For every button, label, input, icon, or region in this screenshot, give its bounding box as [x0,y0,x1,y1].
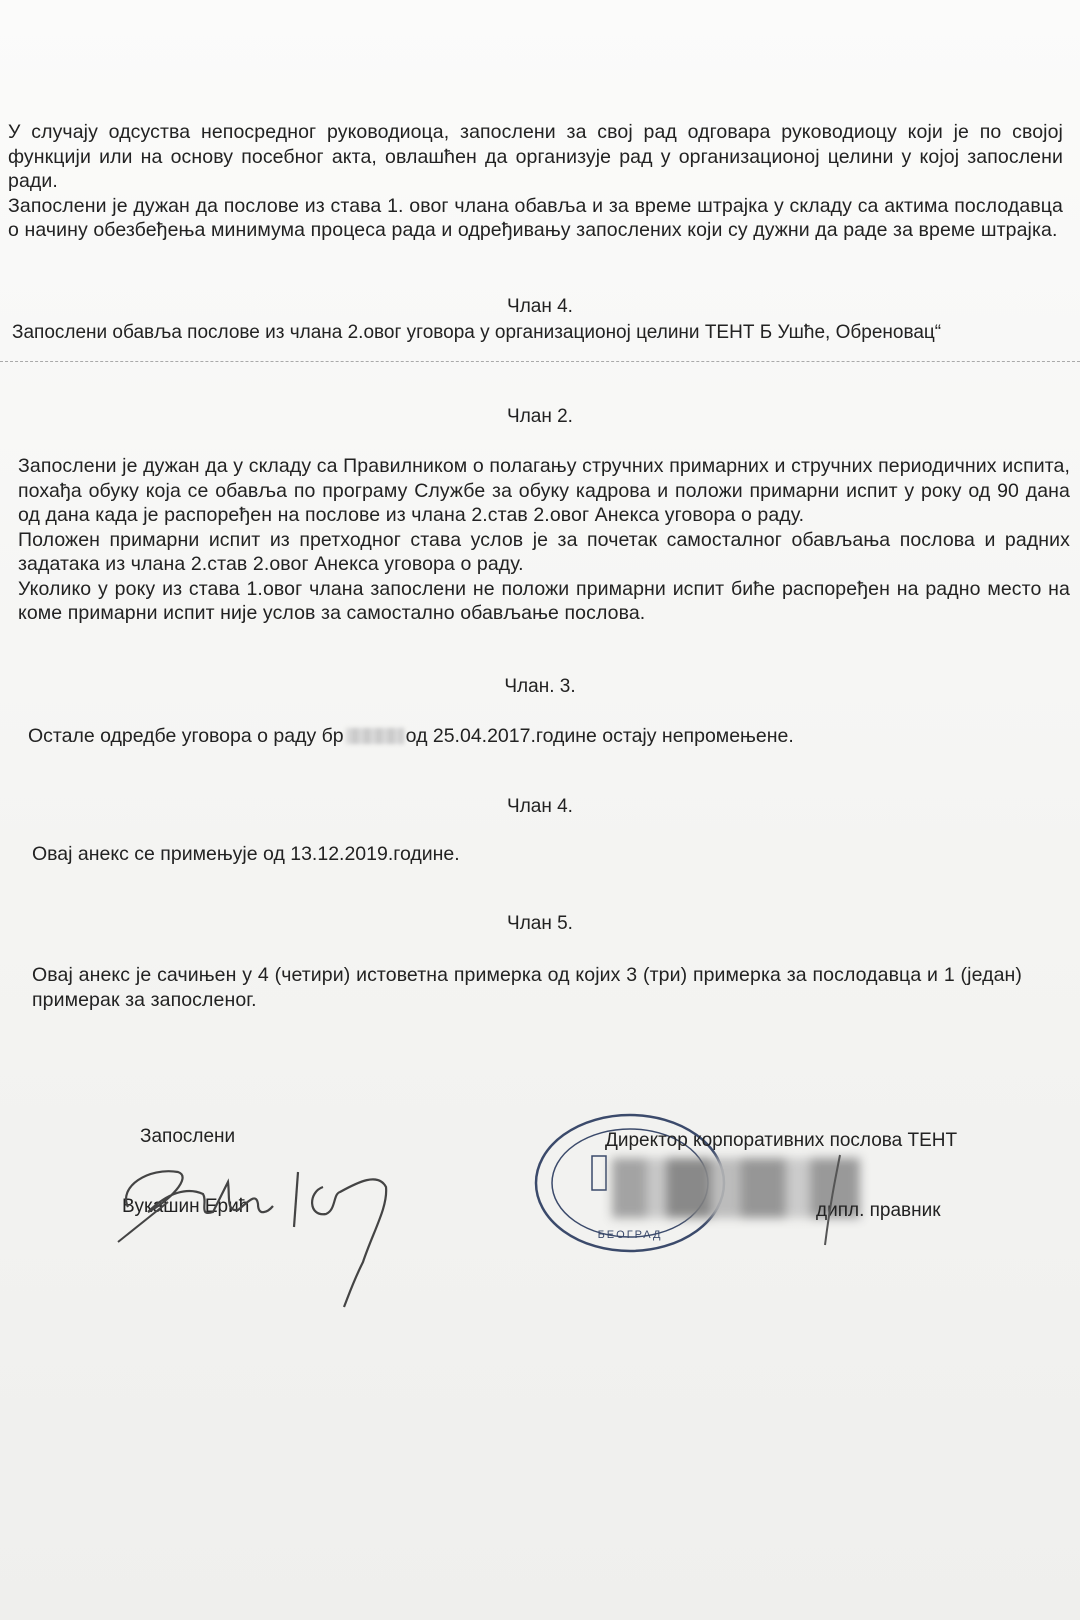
article-text [28,725,794,748]
article-heading: Члан 4. [507,296,573,317]
employee-signature [108,1132,408,1312]
paragraph: Овај анекс је сачињен у 4 (четири) истоветна примерка од којих 3 (три) примерка за послодавца и 1 (један) примерак за запосленог. [32,964,1022,1011]
redacted-number [346,728,404,744]
director-title: Директор корпоративних послова ТЕНТ [605,1130,958,1151]
paragraph: Запослени је дужан да послове из става 1. овог члана обавља и за време штрајка у складу са актима послодавца о начину обезбеђења минимума процеса рада и одређивању запослених који су дужни да раде за време штрајка. [8,194,1063,241]
text-part: од 25.04.2017.године остају непромењене. [405,725,794,747]
paragraph: Запослени је дужан да у складу са Правилником о полагању стручних примарних и стручних периодичних испита, похађа обуку која се обавља по програму Службе за обуку кадрова и положи примарни испит у року од 90 дана од дана када је распоређен на послове из члана 2.став 2.овог Анекса уговора о раду. [18,455,1070,526]
employee-name: Вукашин Ерић [122,1196,250,1217]
article-heading: Члан 2. [507,406,573,427]
paragraph: Уколико у року из става 1.овог члана запослени не положи примарни испит биће распоређен на радно место на коме примарни испит није услов за самостално обављање послова. [18,577,1070,624]
article-text: Запослени обавља послове из члана 2.овог уговора у организационој целини ТЕНТ Б Ушће, Обреновац“ [12,322,942,343]
paragraph: Положен примарни испит из претходног става услов је за почетак самосталног обављања послова и радних задатака из члана 2.став 2.овог Анекса уговора о раду. [18,528,1070,575]
employee-label: Запослени [140,1126,236,1147]
article-heading: Члан. 3. [504,676,576,697]
article-heading: Члан 5. [507,913,573,934]
article5-body [32,963,1022,1012]
director-signature-stroke [800,1150,860,1250]
stamp-text: БЕОГРАД [597,1229,663,1241]
director-degree: дипл. правник [816,1200,941,1221]
top-section [8,120,1063,243]
divider [0,361,1080,362]
text-part: Остале одредбе уговора о раду бр [28,725,344,747]
article-heading: Члан 4. [507,796,573,817]
paragraph: У случају одсуства непосредног руководиоца, запослени за свој рад одговара руководиоцу који је по својој функцији или на основу посебног акта, овлашћен да организује рад у организационој целини у којој запослени ради. [8,121,1063,192]
article-text: Овај анекс се примењује од 13.12.2019.године. [32,843,460,865]
article2-body [18,454,1070,626]
